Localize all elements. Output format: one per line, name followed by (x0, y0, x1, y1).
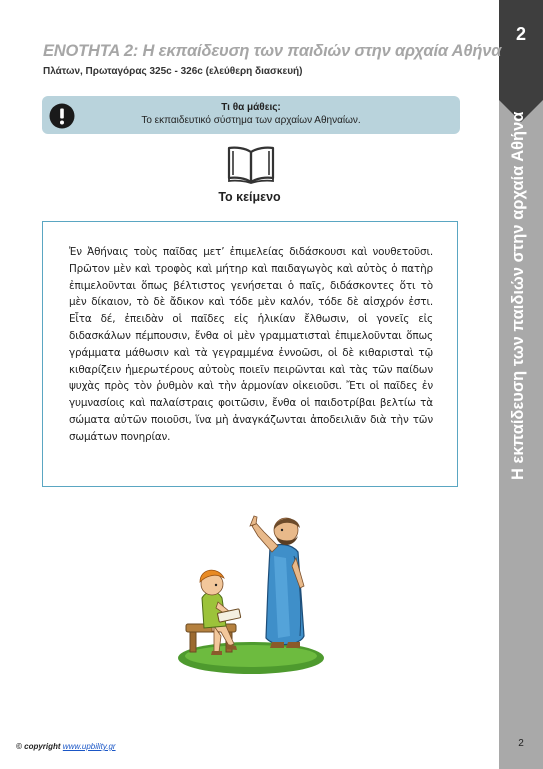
copyright-link[interactable]: www.upbility.gr (62, 742, 116, 751)
source-citation: Πλάτων, Πρωταγόρας 325c - 326c (ελεύθερη διασκευή) (43, 66, 303, 77)
learning-objective-box (42, 96, 460, 134)
chapter-tab (499, 0, 543, 100)
sidebar-chapter-title: Η εκπαίδευση των παιδιών στην αρχαία Αθήνα (509, 111, 527, 480)
teacher-and-student-illustration (174, 486, 324, 678)
ancient-greek-passage: Ἐν Ἀθήναις τοὺς παῖδας μετ’ ἐπιμελείας διδάσκουσι καὶ νουθετοῦσι. Πρῶτον μὲν καὶ τροφὸς καὶ μήτηρ καὶ παιδαγωγὸς καὶ αὐτὸς ὁ πατὴρ ἐπιμελοῦνται ὅπως βέλτιστος γενήσεται ὁ παῖς, διδάσκοντες ὅτι τὸ μὲν δίκαιον, τὸ δὲ ἄδικον καὶ τόδε μὲν καλόν, τόδε δὲ αἰσχρόν ἐστι. Εἶτα δέ, ἐπειδὰν οἱ παῖδες εἰς ἡλικίαν ἔλθωσιν, οἱ γονεῖς εἰς διδασκάλων πέμπουσιν, ἔνθα οἱ μὲν γραμματισταὶ ἐπιμελοῦνται ὅπως γράμματα μάθωσιν καὶ τὰ γεγραμμένα ἐννοῶσι, οἱ δὲ κιθαρισταὶ τῷ κιθαρίζειν ἡμερωτέρους αὐτοὺς ποιεῖν πειρῶνται καὶ τὰς τῶν παίδων ψυχὰς πρὸς τὸν ῥυθμὸν καὶ τὴν ἁρμονίαν οἰκειοῦσι. Ἔτι οἱ παῖδες ἐν γυμνασίοις καὶ παλαίστραις φοιτῶσιν, ἔνθα οἱ παιδοτρίβαι βελτίω τὰ σώματα αὐτῶν ποιοῦσι, ἵνα μὴ ἀναγκάζωνται ἀποδειλιᾶν διὰ τὴν τῶν σωμάτων πονηρίαν. (69, 246, 433, 443)
copyright-notice (16, 742, 116, 751)
chapter-heading: ΕΝΟΤΗΤΑ 2: Η εκπαίδευση των παιδιών στην αρχαία Αθήνα (43, 42, 502, 60)
objective-text: Το εκπαιδευτικό σύστημα των αρχαίων Αθηναίων. (141, 115, 361, 126)
section-title: Το κείμενο (218, 190, 281, 204)
page-number: 2 (518, 738, 524, 749)
open-book-icon (226, 144, 276, 184)
chapter-number: 2 (515, 24, 526, 44)
objective-title: Τι θα μάθεις: (221, 102, 281, 113)
copyright-prefix: © copyright (16, 742, 63, 751)
ancient-text-box (42, 221, 458, 487)
